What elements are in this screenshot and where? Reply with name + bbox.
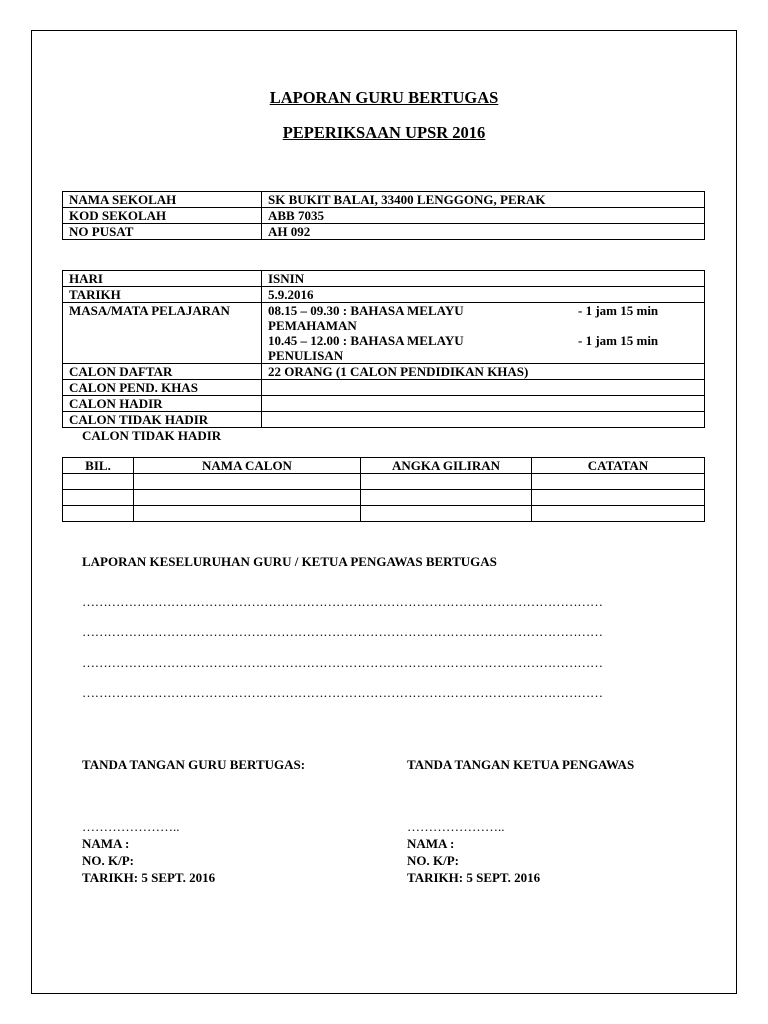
report-heading: LAPORAN KESELURUHAN GURU / KETUA PENGAWAS BERTUGAS [82,554,497,569]
registered-candidates-value: 22 ORANG (1 CALON PENDIDIKAN KHAS) [262,364,705,380]
centre-number-label: NO PUSAT [63,224,262,240]
day-value: ISNIN [262,271,705,287]
col-catatan: CATATAN [532,458,705,474]
table-row [63,303,705,364]
session-2-duration: - 1 jam 15 min [578,333,659,348]
teacher-signature-heading: TANDA TANGAN GURU BERTUGAS: [82,757,306,772]
absent-section-heading: CALON TIDAK HADIR [82,428,222,443]
name-label: NAMA : [82,836,130,851]
table-row [63,380,705,396]
table-row [63,364,705,380]
school-name-label: NAMA SEKOLAH [63,192,262,208]
table-row [63,412,705,428]
absent-candidates-table [62,457,705,522]
registered-candidates-label: CALON DAFTAR [63,364,262,380]
absent-candidates-label: CALON TIDAK HADIR [63,412,262,428]
school-name-value: SK BUKIT BALAI, 33400 LENGGONG, PERAK [262,192,705,208]
table-row [63,506,705,522]
date-line: TARIKH: 5 SEPT. 2016 [82,870,216,885]
name-label: NAMA : [407,836,455,851]
report-line: …………………………………………………………………………………………………………… [82,655,603,670]
date-label: TARIKH [63,287,262,303]
report-line: …………………………………………………………………………………………………………… [82,685,603,700]
col-angka-giliran: ANGKA GILIRAN [361,458,532,474]
session-1-time: 08.15 – 09.30 : BAHASA MELAYU PEMAHAMAN [268,303,464,333]
special-ed-candidates-label: CALON PEND. KHAS [63,380,262,396]
school-code-label: KOD SEKOLAH [63,208,262,224]
school-info-table [62,191,705,240]
present-candidates-label: CALON HADIR [63,396,262,412]
table-row [63,208,705,224]
time-subject-value [262,303,705,364]
exam-info-table [62,270,705,428]
report-line: …………………………………………………………………………………………………………… [82,594,603,609]
table-row [63,271,705,287]
table-row [63,224,705,240]
chief-invigilator-signature-heading: TANDA TANGAN KETUA PENGAWAS [407,757,635,772]
session-1-duration: - 1 jam 15 min [578,303,659,318]
teacher-signature-block [82,818,215,886]
absent-candidates-value [262,412,705,428]
signature-line: ………………….. [407,819,505,834]
table-row [63,474,705,490]
signature-line: ………………….. [82,819,180,834]
table-header-row [63,458,705,474]
date-value: 5.9.2016 [262,287,705,303]
table-row [63,396,705,412]
ic-number-label: NO. K/P: [82,853,134,868]
table-row [63,192,705,208]
col-nama-calon: NAMA CALON [134,458,361,474]
school-code-value: ABB 7035 [262,208,705,224]
day-label: HARI [63,271,262,287]
chief-invigilator-signature-block [407,818,540,886]
table-row [63,490,705,506]
report-line: …………………………………………………………………………………………………………… [82,624,603,639]
date-line: TARIKH: 5 SEPT. 2016 [407,870,541,885]
col-bil: BIL. [63,458,134,474]
centre-number-value: AH 092 [262,224,705,240]
session-2-time: 10.45 – 12.00 : BAHASA MELAYU PENULISAN [268,333,464,363]
document-subtitle: PEPERIKSAAN UPSR 2016 [282,123,486,142]
ic-number-label: NO. K/P: [407,853,459,868]
special-ed-candidates-value [262,380,705,396]
time-subject-label: MASA/MATA PELAJARAN [63,303,262,364]
present-candidates-value [262,396,705,412]
document-title: LAPORAN GURU BERTUGAS [269,88,499,107]
table-row [63,287,705,303]
